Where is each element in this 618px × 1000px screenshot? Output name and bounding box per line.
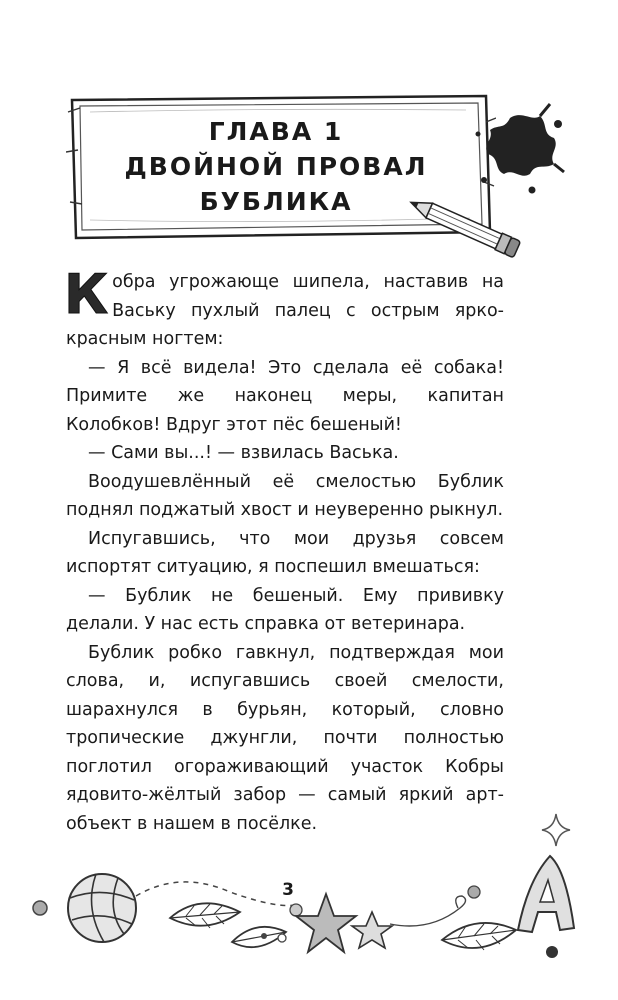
letter-a-icon — [518, 856, 574, 932]
paragraph-3: — Сами вы...! — взвилась Васька. — [88, 443, 399, 463]
paragraph-6: — Бублик не бешеный. Ему прививку делали. У нас есть справка от ветеринара. — [66, 585, 504, 634]
page-number: 3 — [282, 880, 294, 900]
star-icon — [296, 894, 356, 952]
dot-icon — [33, 901, 47, 915]
drop-cap: К — [64, 263, 109, 326]
leaf-icon — [442, 923, 516, 950]
star-icon — [352, 912, 392, 948]
chapter-body — [64, 263, 504, 838]
paragraph-7: Бублик робко гавкнул, подтверждая мои слова, и, испугавшись своей смелости, шарахнулся в бурьян, который, словно тропические джунгли, почти полностью поглотил огораживающий участок Кобры ядовито-жёлтый забор — самый яркий арт-объект в нашем в посёлке. — [66, 642, 504, 834]
paragraph-1: Кобра угрожающе шипела, наставив на Ваську пухлый палец с острым ярко-красным ногтем: — [64, 263, 504, 349]
chapter-title-line2: БУБЛИКА — [199, 187, 353, 216]
pencil-icon — [404, 196, 530, 258]
ink-splat-icon — [470, 100, 566, 200]
chapter-title-line1: ДВОЙНОЙ ПРОВАЛ — [124, 152, 428, 181]
leaf-icon — [170, 903, 240, 928]
footer-decoration — [0, 800, 618, 1000]
chapter-number: ГЛАВА 1 — [208, 117, 344, 146]
paragraph-5: Испугавшись, что мои друзья совсем испортят ситуацию, я поспешил вмешаться: — [66, 528, 504, 577]
paragraph-4: Воодушевлённый её смелостью Бублик поднял поджатый хвост и неуверенно рыкнул. — [66, 471, 504, 520]
sparkle-icon — [542, 814, 570, 846]
ball-icon — [68, 874, 136, 942]
paragraph-2: — Я всё видела! Это сделала её собака! Примите же наконец меры, капитан Колобков! Вдруг этот пёс бешеный! — [66, 357, 504, 435]
